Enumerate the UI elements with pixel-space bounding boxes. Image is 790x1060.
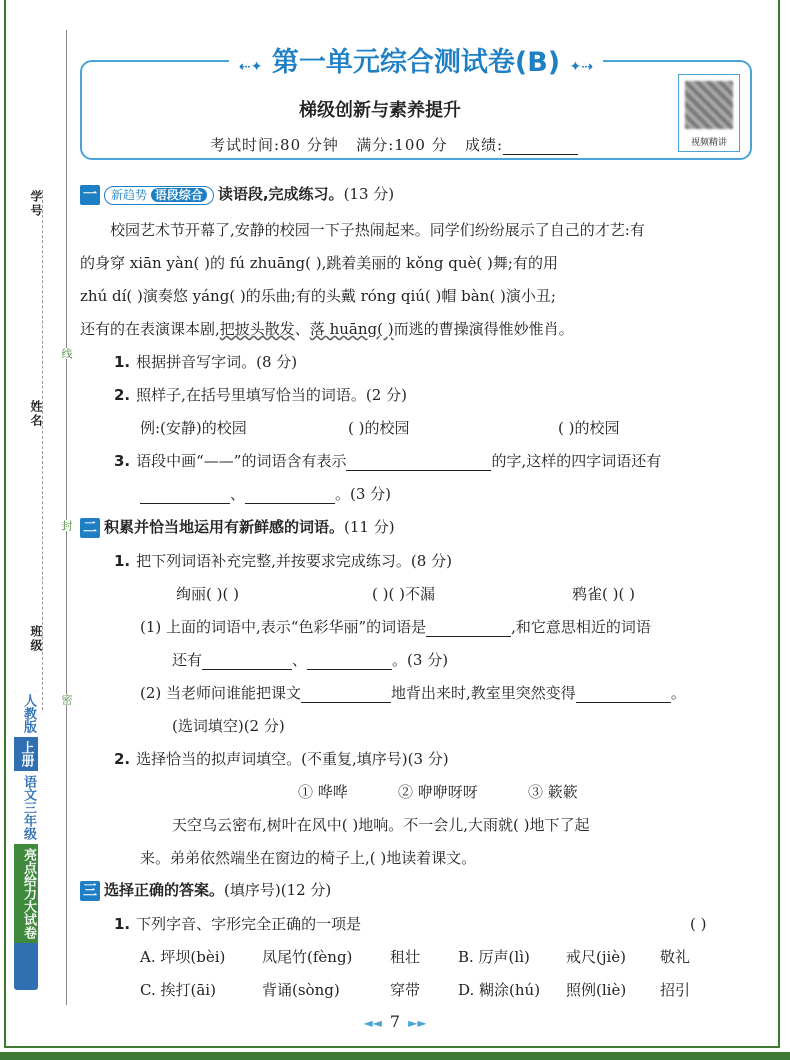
s3-option-c-3: 穿带 — [390, 981, 421, 999]
passage-line-4 — [80, 319, 574, 339]
section2-number: 二 — [80, 518, 100, 538]
passage-line-2: 的身穿 xiān yàn( )的 fú zhuāng( ),跳着美丽的 kǒng què( )舞;有的用 — [80, 254, 558, 272]
s1-q3-line2 — [140, 484, 391, 504]
prev-page-icon[interactable]: ◄◄ — [363, 1016, 382, 1030]
s1-q3-blank-c[interactable] — [245, 487, 335, 504]
qr-code-icon — [685, 81, 733, 129]
bottom-bar — [0, 1052, 790, 1060]
s2-q2-option-1: ① 哗哗 — [298, 783, 348, 801]
s2-sub1-blank-c[interactable] — [307, 653, 392, 670]
section2-points: (11 分) — [344, 518, 395, 536]
passage-line-4b: 而逃的曹操演得惟妙惟肖。 — [393, 320, 574, 338]
brand-edition: 人教版 — [14, 690, 38, 737]
s1-q3-blank-b[interactable] — [140, 487, 230, 504]
s2-q2-text: 选择恰当的拟声词填空。(不重复,填序号)(3 分) — [136, 750, 449, 768]
s3-option-d-1[interactable]: D. 糊涂(hú) — [458, 981, 541, 999]
section1-title: 读语段,完成练习。 — [217, 185, 344, 203]
s1-q1-text: 根据拼音写字词。(8 分) — [136, 353, 298, 371]
trend-tag-sub: 语段综合 — [151, 188, 207, 202]
video-qr-code[interactable] — [678, 74, 740, 152]
right-arrow-decoration-icon: ✦⇢ — [569, 59, 593, 75]
s2-word-1[interactable]: 绚丽( )( ) — [176, 585, 239, 603]
s2-q2-para2: 来。弟弟依然端坐在窗边的椅子上,( )地读着课文。 — [140, 849, 477, 867]
section3-heading — [80, 880, 331, 901]
s2-sub1-a: (1) 上面的词语中,表示“色彩华丽”的词语是 — [140, 618, 427, 636]
score-label: 成绩: — [465, 136, 504, 154]
seal-mark: 封 — [60, 520, 73, 531]
margin-rule — [66, 30, 67, 1005]
s2-sub1-blank-a[interactable] — [426, 620, 511, 637]
s2-q2-num: 2. — [114, 750, 131, 768]
s2-q2-para1: 天空乌云密布,树叶在风中( )地响。不一会儿,大雨就( )地下了起 — [172, 816, 590, 834]
s2-sub1-line2 — [172, 650, 448, 670]
title-row — [80, 40, 752, 79]
page-footer — [0, 1012, 790, 1031]
s3-q1-answer-paren[interactable]: ( ) — [690, 915, 707, 933]
s2-sub1 — [140, 617, 651, 637]
s1-q3-num: 3. — [114, 452, 131, 470]
underlined-phrase: 把披头散发 — [219, 320, 295, 338]
exam-meta — [210, 134, 578, 155]
page-number: 7 — [389, 1012, 401, 1031]
s1-q2-num: 2. — [114, 386, 131, 404]
s3-option-b-3: 敬礼 — [660, 948, 691, 966]
s1-q2-blank1[interactable]: ( )的校园 — [348, 419, 410, 437]
s2-sub2-b: 地背出来时,教室里突然变得 — [391, 684, 576, 702]
brand-grade: 语文三年级 — [14, 771, 38, 844]
s2-sub1-end: 。(3 分) — [392, 651, 449, 669]
s2-word-2[interactable]: ( )( )不漏 — [372, 585, 435, 603]
s1-q1-num: 1. — [114, 353, 131, 371]
s3-option-d-2: 照例(liè) — [566, 981, 627, 999]
s2-q2-option-2: ② 咿咿呀呀 — [398, 783, 478, 801]
s2-q1-text: 把下列词语补充完整,并按要求完成练习。(8 分) — [136, 552, 452, 570]
brand-name: 亮点给力大试卷 — [14, 844, 38, 943]
full-score: 满分:100 分 — [356, 136, 448, 154]
s3-option-b-1[interactable]: B. 厉声(lì) — [458, 948, 530, 966]
page-title: 第一单元综合测试卷(B) — [271, 47, 561, 78]
section3-points: (填序号)(12 分) — [224, 881, 332, 899]
s2-sub1-c: 还有 — [172, 651, 203, 669]
qr-caption: 视频精讲 — [690, 138, 727, 148]
s2-sub1-blank-b[interactable] — [202, 653, 292, 670]
section2-heading — [80, 517, 395, 538]
s1-q3-sep: 、 — [230, 485, 246, 503]
s3-option-a-2: 凤尾竹(fèng) — [262, 948, 353, 966]
s3-option-b-2: 戒尺(jiè) — [566, 948, 627, 966]
s1-q3-end: 。(3 分) — [335, 485, 392, 503]
s2-sub2-blank-b[interactable] — [576, 686, 671, 703]
s2-sub2-end: 。 — [670, 684, 686, 702]
s1-q2-text: 照样子,在括号里填写恰当的词语。(2 分) — [136, 386, 407, 404]
section1-points: (13 分) — [343, 185, 395, 203]
s2-q1-num: 1. — [114, 552, 131, 570]
name-label: 姓名 — [29, 400, 43, 428]
section3-number: 三 — [80, 881, 100, 901]
s2-q2-option-3: ③ 簌簌 — [528, 783, 578, 801]
s3-option-c-2: 背诵(sòng) — [262, 981, 340, 999]
subtitle: 梯级创新与素养提升 — [299, 100, 461, 121]
student-id-label: 学号 — [29, 190, 43, 218]
score-blank[interactable] — [503, 154, 578, 155]
s2-word-3[interactable]: 鸦雀( )( ) — [572, 585, 635, 603]
s1-q2-example: 例:(安静)的校园 — [140, 419, 247, 437]
s2-sub2-note: (选词填空)(2 分) — [172, 717, 285, 735]
next-page-icon[interactable]: ►► — [408, 1016, 427, 1030]
passage-line-4a: 还有的在表演课本剧, — [80, 320, 220, 338]
s2-sub1-sep: 、 — [292, 651, 308, 669]
s3-q1-num: 1. — [114, 915, 131, 933]
s3-option-a-1[interactable]: A. 坪坝(bèi) — [140, 948, 226, 966]
s1-question-3 — [114, 451, 661, 471]
exam-time: 考试时间:80 分钟 — [210, 136, 339, 154]
s1-q3-text-b: 的字,这样的四字词语还有 — [491, 452, 662, 470]
s2-sub2 — [140, 683, 686, 703]
s2-sub1-b: ,和它意思相近的词语 — [511, 618, 651, 636]
s3-q1-text: 下列字音、字形完全正确的一项是 — [136, 915, 362, 933]
section3-title: 选择正确的答案。 — [104, 881, 225, 899]
section2-title: 积累并恰当地运用有新鲜感的词语。 — [104, 518, 345, 536]
s3-option-d-3: 招引 — [660, 981, 691, 999]
s2-sub2-a: (2) 当老师问谁能把课文 — [140, 684, 302, 702]
class-label: 班级 — [29, 625, 43, 653]
s1-question-2 — [114, 385, 407, 405]
section1-number: 一 — [80, 185, 100, 205]
s1-question-1 — [114, 352, 297, 372]
s2-question-2 — [114, 749, 449, 769]
s2-sub2-blank-a[interactable] — [301, 686, 391, 703]
underlined-phrase-2: 落 huāng( ) — [309, 320, 394, 338]
passage-line-3: zhú dí( )演奏悠 yáng( )的乐曲;有的头戴 róng qiú( )帽 bàn( )演小丑; — [80, 287, 556, 305]
left-arrow-decoration-icon: ⇠✦ — [238, 59, 263, 75]
s1-q3-text-a: 语段中画“——”的词语含有表示 — [136, 452, 347, 470]
s1-q2-blank2[interactable]: ( )的校园 — [558, 419, 620, 437]
passage-sep: 、 — [294, 320, 310, 338]
trend-tag — [104, 186, 214, 205]
s3-question-1 — [114, 914, 361, 934]
s1-q3-blank-a[interactable] — [346, 454, 491, 471]
section1-heading — [80, 184, 394, 205]
trend-tag-main: 新趋势 — [111, 188, 148, 202]
brand-volume: 上册 — [18, 741, 34, 767]
s3-option-c-1[interactable]: C. 挨打(āi) — [140, 981, 216, 999]
s3-option-a-3: 租壮 — [390, 948, 421, 966]
line-mark: 线 — [60, 348, 73, 359]
brand-spine — [14, 690, 38, 990]
passage-line-1: 校园艺术节开幕了,安静的校园一下子热闹起来。同学们纷纷展示了自己的才艺:有 — [110, 221, 645, 239]
dense-mark: 密 — [60, 694, 73, 705]
s2-question-1 — [114, 551, 452, 571]
